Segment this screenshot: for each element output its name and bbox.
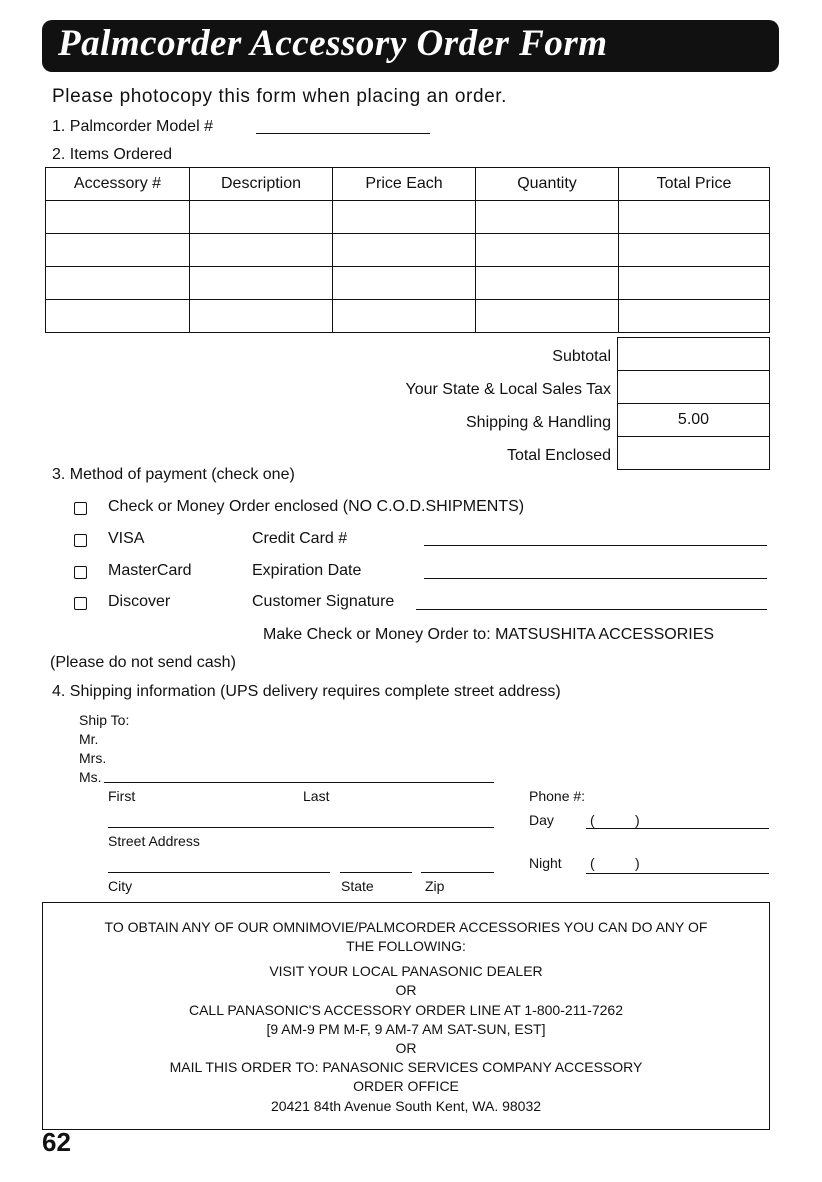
table-cell[interactable] [190, 267, 333, 300]
items-label: 2. Items Ordered [52, 146, 173, 163]
table-cell[interactable] [333, 300, 476, 333]
total-label: Total Enclosed [506, 447, 611, 464]
page-title: Palmcorder Accessory Order Form [58, 23, 608, 64]
info-line-4: CALL PANASONIC'S ACCESSORY ORDER LINE AT 1-800-211-7262 [188, 1002, 623, 1018]
table-cell[interactable] [333, 234, 476, 267]
totals-boxes [617, 337, 770, 470]
first-label: First [108, 788, 136, 804]
table-cell[interactable] [333, 201, 476, 234]
table-cell[interactable] [619, 300, 770, 333]
info-line-7: ORDER OFFICE [353, 1078, 459, 1094]
shipping-label: Shipping & Handling [466, 414, 611, 431]
zip-label: Zip [425, 878, 445, 894]
day-paren-close: ) [635, 812, 640, 828]
table-cell[interactable] [46, 300, 190, 333]
check-option-label: Check or Money Order enclosed (NO C.O.D.SHIPMENTS) [108, 498, 525, 515]
table-row [46, 267, 770, 300]
info-box [42, 902, 770, 1130]
payment-label: 3. Method of payment (check one) [52, 466, 295, 483]
street-label: Street Address [108, 833, 200, 849]
mastercard-checkbox[interactable] [74, 566, 87, 579]
table-row [46, 234, 770, 267]
check-checkbox[interactable] [74, 502, 87, 515]
name-line[interactable] [104, 782, 494, 783]
street-line[interactable] [108, 827, 494, 828]
page-number: 62 [42, 1127, 71, 1157]
info-line-3: VISIT YOUR LOCAL PANASONIC DEALER [269, 963, 543, 979]
night-paren-close: ) [635, 855, 640, 871]
info-line-8: 20421 84th Avenue South Kent, WA. 98032 [270, 1098, 542, 1114]
state-line[interactable] [340, 872, 412, 873]
info-or-2: OR [395, 1040, 417, 1056]
info-line-2: THE FOLLOWING: [346, 938, 466, 954]
night-paren-open: ( [590, 855, 595, 871]
table-cell[interactable] [46, 201, 190, 234]
mr-label: Mr. [79, 731, 99, 747]
model-label: 1. Palmcorder Model # [52, 118, 213, 135]
table-row [46, 201, 770, 234]
day-paren-open: ( [590, 812, 595, 828]
total-box[interactable] [618, 436, 769, 469]
city-label: City [108, 878, 133, 894]
intro-text: Please photocopy this form when placing an order. [52, 86, 508, 107]
visa-checkbox[interactable] [74, 534, 87, 547]
last-label: Last [303, 788, 330, 804]
table-cell[interactable] [190, 300, 333, 333]
discover-checkbox[interactable] [74, 597, 87, 610]
expiration-label: Expiration Date [252, 562, 362, 579]
table-cell[interactable] [46, 267, 190, 300]
expiration-line[interactable] [424, 578, 767, 579]
column-accessory: Accessory # [46, 168, 190, 201]
table-cell[interactable] [190, 234, 333, 267]
subtotal-box[interactable] [618, 337, 769, 370]
card-number-line[interactable] [424, 545, 767, 546]
table-cell[interactable] [333, 267, 476, 300]
card-number-label: Credit Card # [252, 530, 348, 547]
table-cell[interactable] [476, 201, 619, 234]
column-description: Description [190, 168, 333, 201]
model-input-line[interactable] [256, 133, 430, 134]
table-cell[interactable] [619, 201, 770, 234]
discover-label: Discover [108, 593, 171, 610]
tax-box[interactable] [618, 370, 769, 403]
visa-label: VISA [108, 530, 145, 547]
shipping-box: 5.00 [618, 403, 769, 436]
ms-label: Ms. [79, 769, 102, 785]
no-cash-text: (Please do not send cash) [50, 654, 236, 671]
column-price-each: Price Each [333, 168, 476, 201]
night-phone-line[interactable] [586, 873, 769, 874]
subtotal-label: Subtotal [552, 348, 611, 365]
table-cell[interactable] [619, 267, 770, 300]
signature-line[interactable] [416, 609, 767, 610]
info-or-1: OR [395, 982, 417, 998]
phone-label: Phone #: [529, 788, 586, 804]
column-quantity: Quantity [476, 168, 619, 201]
shipping-info-label: 4. Shipping information (UPS delivery requires complete street address) [52, 683, 561, 700]
info-line-1: TO OBTAIN ANY OF OUR OMNIMOVIE/PALMCORDER ACCESSORIES YOU CAN DO ANY OF [104, 919, 708, 935]
day-label: Day [529, 812, 554, 828]
info-line-6: MAIL THIS ORDER TO: PANASONIC SERVICES COMPANY ACCESSORY [169, 1059, 643, 1075]
table-cell[interactable] [46, 234, 190, 267]
tax-label: Your State & Local Sales Tax [405, 381, 611, 398]
table-cell[interactable] [476, 234, 619, 267]
day-phone-line[interactable] [586, 828, 769, 829]
city-line[interactable] [108, 872, 330, 873]
state-label: State [341, 878, 374, 894]
payable-text: Make Check or Money Order to: MATSUSHITA ACCESSORIES [263, 626, 715, 643]
mastercard-label: MasterCard [108, 562, 192, 579]
ship-to-label: Ship To: [79, 712, 130, 728]
zip-line[interactable] [421, 872, 494, 873]
table-cell[interactable] [476, 300, 619, 333]
column-total-price: Total Price [619, 168, 770, 201]
table-cell[interactable] [190, 201, 333, 234]
night-label: Night [529, 855, 562, 871]
mrs-label: Mrs. [79, 750, 107, 766]
items-table [45, 168, 770, 333]
info-line-5: [9 AM-9 PM M-F, 9 AM-7 AM SAT-SUN, EST] [266, 1021, 546, 1037]
table-row [46, 300, 770, 333]
table-cell[interactable] [619, 234, 770, 267]
table-cell[interactable] [476, 267, 619, 300]
table-header-row [46, 168, 770, 201]
signature-label: Customer Signature [252, 593, 395, 610]
